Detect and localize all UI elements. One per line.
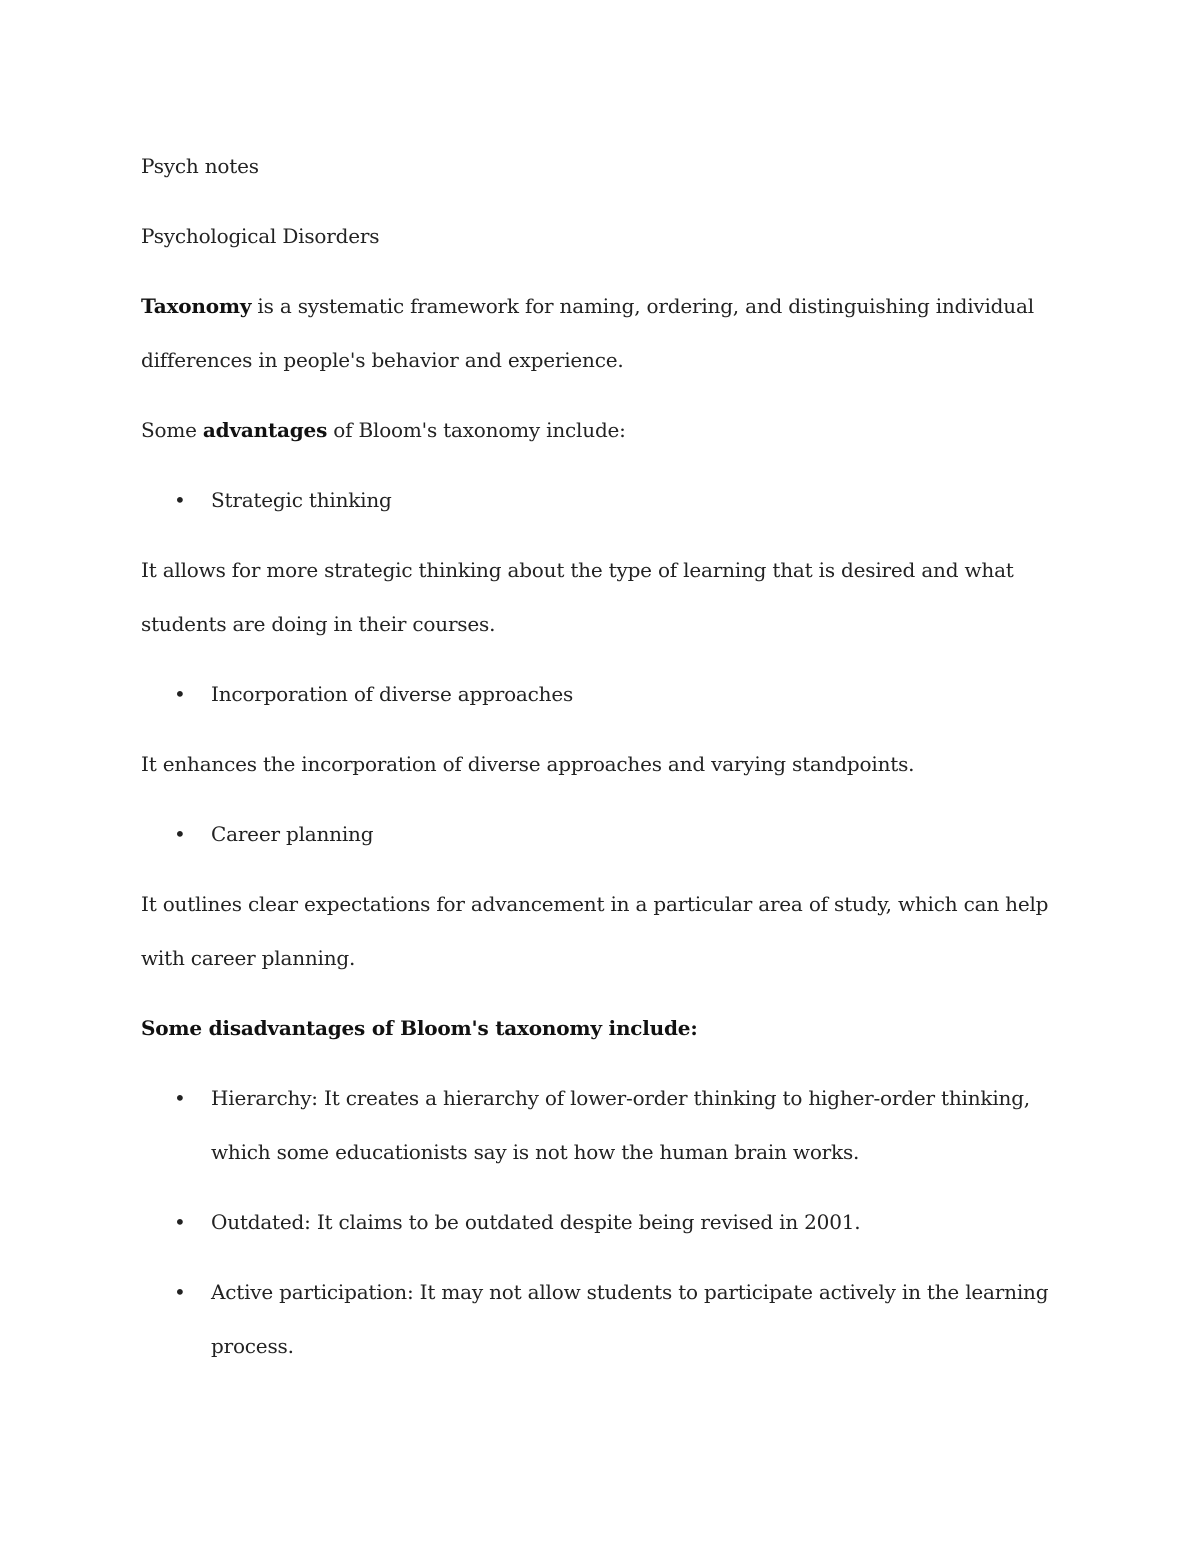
advantages-intro <box>141 403 1051 457</box>
advantage-explanation: It allows for more strategic thinking about the type of learning that is desired and what students are doing in their courses. <box>141 558 1014 636</box>
advantage-explanation: It enhances the incorporation of diverse approaches and varying standpoints. <box>141 752 915 776</box>
bullet-icon: • <box>174 1086 186 1110</box>
advantage-item <box>141 473 1051 527</box>
advantages-intro-after: of Bloom's taxonomy include: <box>327 418 626 442</box>
bullet-icon: • <box>174 488 186 512</box>
bullet-icon: • <box>174 822 186 846</box>
disadvantage-item <box>141 1265 1051 1373</box>
document-title: Psych notes <box>141 154 259 178</box>
bullet-icon: • <box>174 1280 186 1304</box>
advantage-item-label: Strategic thinking <box>211 488 392 512</box>
disadvantage-item <box>141 1071 1051 1179</box>
advantage-list-2 <box>141 667 1051 721</box>
disadvantages-heading <box>141 1001 1051 1055</box>
advantage-item <box>141 667 1051 721</box>
advantage-item-label: Incorporation of diverse approaches <box>211 682 574 706</box>
taxonomy-definition-text: is a systematic framework for naming, ordering, and distinguishing individual differences in people's behavior and experience. <box>141 294 1034 372</box>
disadvantage-item <box>141 1195 1051 1249</box>
disadvantage-list <box>141 1071 1051 1373</box>
advantage-list-3 <box>141 807 1051 861</box>
taxonomy-definition <box>141 279 1051 387</box>
advantage-item <box>141 807 1051 861</box>
taxonomy-term: Taxonomy <box>141 294 252 318</box>
advantage-list-1 <box>141 473 1051 527</box>
document-body <box>141 139 1051 1389</box>
advantages-intro-before: Some <box>141 418 203 442</box>
bullet-icon: • <box>174 682 186 706</box>
disadvantage-item-text: Hierarchy: It creates a hierarchy of lower-order thinking to higher-order thinking, which some educationists say is not how the human brain works. <box>211 1086 1030 1164</box>
advantage-explanation: It outlines clear expectations for advancement in a particular area of study, which can help with career planning. <box>141 892 1049 970</box>
disadvantages-heading-text: Some disadvantages of Bloom's taxonomy include: <box>141 1016 698 1040</box>
document-subtitle: Psychological Disorders <box>141 224 380 248</box>
advantages-intro-bold: advantages <box>202 418 328 442</box>
disadvantage-item-text: Outdated: It claims to be outdated despite being revised in 2001. <box>211 1210 861 1234</box>
bullet-icon: • <box>174 1210 186 1234</box>
advantage-item-label: Career planning <box>211 822 374 846</box>
disadvantage-item-text: Active participation: It may not allow students to participate actively in the learning process. <box>211 1280 1049 1358</box>
